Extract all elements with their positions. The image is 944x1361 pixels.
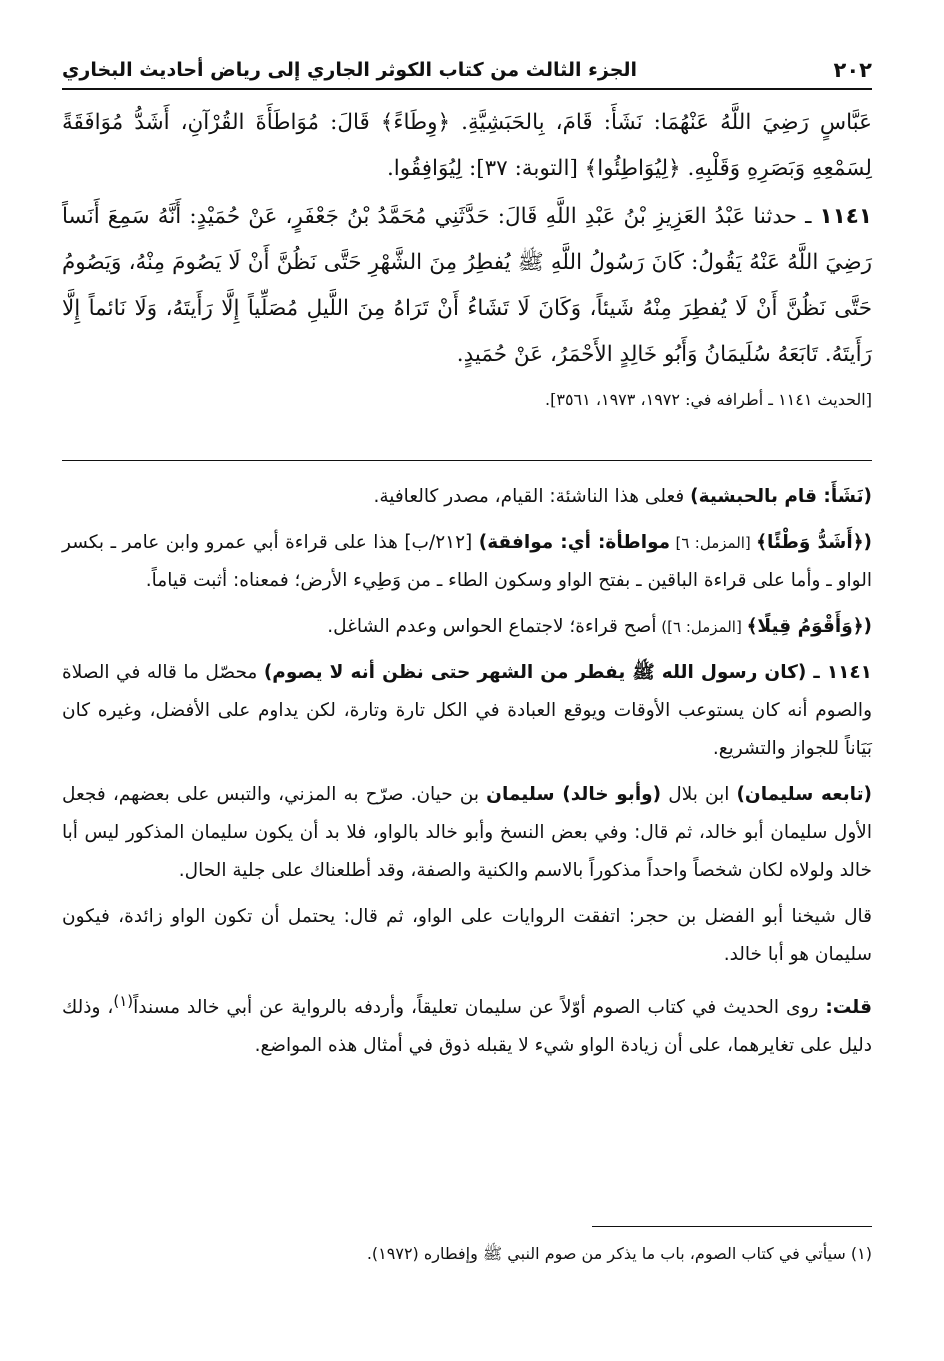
gloss: [٢١٢/ب] هذا على قراءة أبي عمرو وابن عامر ـ بكسر الواو ـ وأما على قراءة الباقين ـ بفتح الواو وسكون الطاء ـ من وَطِيء الأرض؛ فمعناه: أثبت قياماً. — [62, 532, 872, 591]
section-divider — [62, 460, 872, 461]
hadith-number: ١١٤١ — [819, 204, 872, 229]
gloss: ابن بلال — [661, 784, 737, 805]
commentary-paragraph — [62, 982, 872, 1065]
quran-ref: [المزمل: ٦] — [670, 534, 757, 552]
hadith-intro-paragraph: عَبَّاسٍ رَضِيَ اللَّهُ عَنْهُمَا: نَشَأَ: قَامَ، بِالحَبَشِيَّةِ. ﴿وِطَاءً﴾ قَالَ: مُوَاطَأَةَ القُرْآنِ، أَشَدُّ مُوَافَقَةً لِسَمْعِهِ وَبَصَرِهِ وَقَلْبِهِ. ﴿لِيُوَاطِئُوا﴾ [التوبة: ٣٧]: لِيُوَافِقُوا. — [62, 110, 872, 181]
page-number: ٢٠٢ — [833, 58, 872, 82]
footnote — [62, 1240, 872, 1268]
lemma: (﴿أَشَدُّ وَطْئًا﴾ — [756, 532, 872, 553]
gloss: محصّل ما قاله في الصلاة والصوم أنه كان يستوعب الأوقات ويوقع العبادة في الكل تارة وتارة، لكن يداوم على الأفضل، وغيره كان بَيَاناً للجواز والتشريع. — [62, 662, 872, 759]
footnote-marker[interactable]: (١) — [113, 992, 134, 1010]
lemma: (نَشَأَ: قام بالحبشية) — [690, 486, 872, 507]
running-header — [62, 52, 872, 90]
footnote-text: سيأتي في كتاب الصوم، باب ما يذكر من صوم النبي ﷺ وإفطاره (١٩٧٢). — [366, 1244, 846, 1263]
commentary-paragraph — [62, 478, 872, 516]
quran-ref: [المزمل: ٦]) — [656, 618, 747, 636]
gloss: أصح قراءة؛ لاجتماع الحواس وعدم الشاغل. — [327, 616, 657, 637]
footnote-number: (١) — [850, 1244, 872, 1263]
commentary — [62, 478, 872, 1073]
commentary-paragraph — [62, 654, 872, 768]
lemma: قلت: — [825, 997, 872, 1019]
commentary-paragraph — [62, 608, 872, 646]
hadith-reference: [الحديث ١١٤١ ـ أطرافه في: ١٩٧٢، ١٩٧٣، ٣٥٦١]. — [545, 390, 872, 409]
gloss: روى الحديث في كتاب الصوم أوّلاً عن سليمان تعليقاً، وأردفه بالرواية عن أبي خالد مسنداً — [133, 997, 826, 1019]
lemma: مواطأة: أي: موافقة) — [478, 532, 671, 553]
hadith-paragraph — [62, 194, 872, 378]
hadith-text — [62, 100, 872, 420]
footnote-divider — [592, 1226, 872, 1227]
gloss: بن حيان. صرّح به المزني، والتبس على بعضهم، فجعل الأول سليمان أبو خالد، ثم قال: وفي بعض النسخ وأبو خالد بالواو، فلا بد أن يكون سليمان المذكور ليس أبا خالد ولولاه لكان شخصاً واحداً مذكوراً بالاسم والكنية والصفة، وقد أطلعناك على جلية الحال. — [62, 784, 872, 881]
lemma: (﴿وَأَقْوَمُ قِيلًا﴾ — [746, 616, 872, 637]
lemma: ١١٤١ ـ (كان رسول الله ﷺ يفطر من الشهر حتى نظن أنه لا يصوم) — [263, 662, 872, 683]
commentary-paragraph — [62, 524, 872, 600]
book-title: الجزء الثالث من كتاب الكوثر الجاري إلى رياض أحاديث البخاري — [62, 59, 638, 81]
lemma: (تابعه سليمان) — [736, 784, 872, 805]
hadith-body: ـ حدثنا عَبْدُ العَزِيزِ بْنُ عَبْدِ اللَّهِ قَالَ: حَدَّثَنِي مُحَمَّدُ بْنُ جَعْفَرٍ، عَنْ حُمَيْدٍ: أَنَّهُ سَمِعَ أَنَساً رَضِيَ اللَّهُ عَنْهُ يَقُولُ: كَانَ رَسُولُ اللَّهِ ﷺ يُفطِرُ مِنَ الشَّهْرِ حَتَّى نَظُنَّ أَنْ لَا يَصُومَ مِنْهُ، وَيَصُومُ حَتَّى نَظُنَّ أَنْ لَا يُفطِرَ مِنْهُ شَيئاً، وَكَانَ لَا تَشَاءُ أَنْ تَرَاهُ مِنَ اللَّيلِ مُصَلِّياً إِلَّا رَأَيتَهُ، وَلَا نَائماً إِلَّا رَأَيتَهُ. تَابَعَهُ سُلَيمَانُ وَأَبُو خَالِدٍ الأَحْمَرُ، عَنْ حُمَيدٍ. — [62, 204, 872, 367]
commentary-paragraph — [62, 776, 872, 890]
commentary-paragraph: قال شيخنا أبو الفضل بن حجر: اتفقت الروايات على الواو، ثم قال: يحتمل أن تكون الواو زائدة، فيكون سليمان هو أبا خالد. — [62, 906, 872, 965]
gloss: فعلى هذا الناشئة: القيام، مصدر كالعافية. — [373, 486, 691, 507]
lemma: (وأبو خالد) سليمان — [486, 784, 662, 805]
gloss: ، وذلك دليل على تغايرهما، على أن زيادة الواو شيء لا يقبله ذوق في أمثال هذه المواضع. — [62, 997, 872, 1057]
